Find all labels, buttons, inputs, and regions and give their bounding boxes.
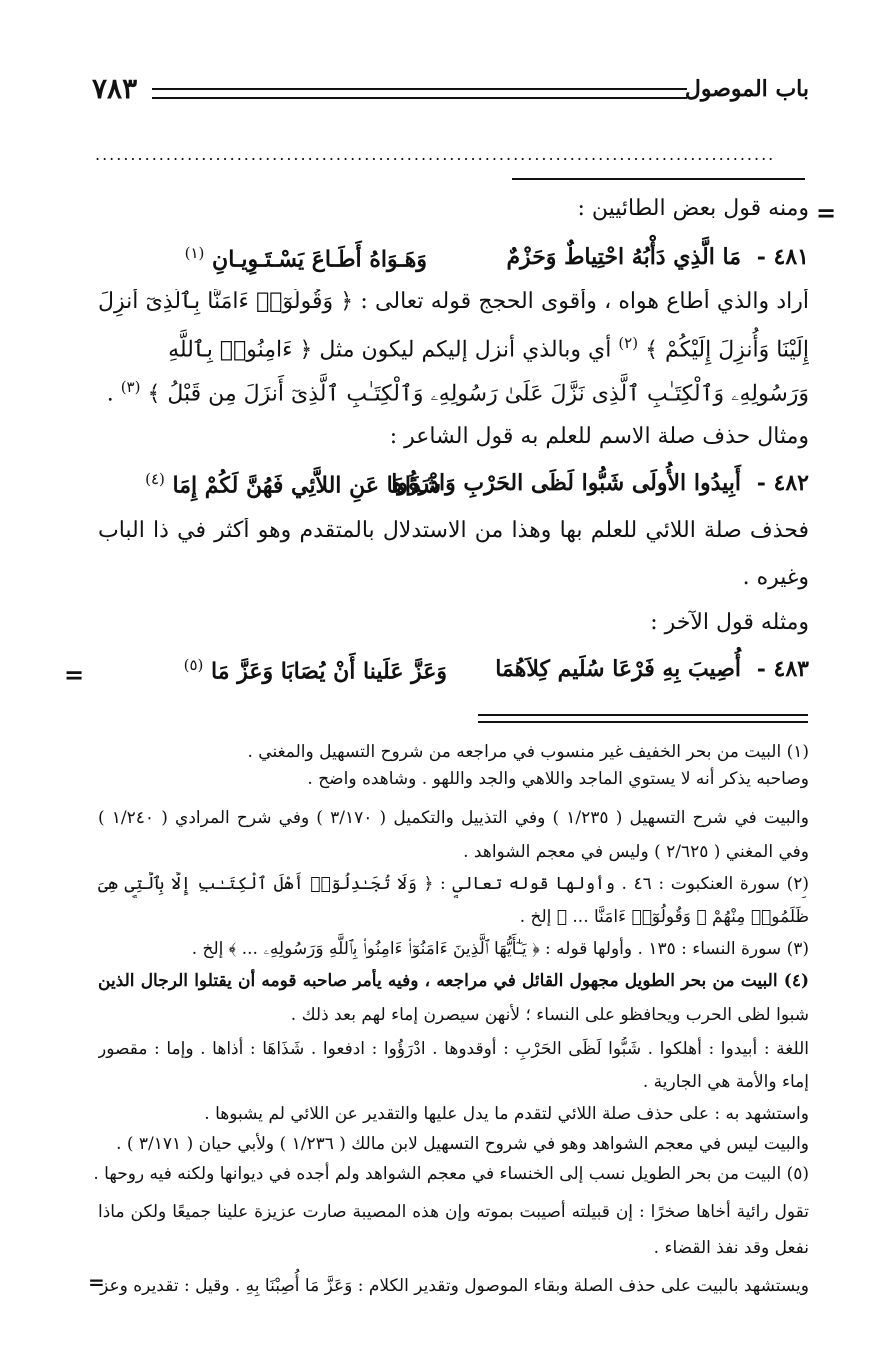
footnote-4-line-1: (٤) البيت من بحر الطويل مجهول القائل في مراجعه ، وفيه يأمر صاحبه قومه أن يقتلوا الرجال الذين: [98, 971, 809, 991]
footnote-4-lexicon-line-1: اللغة : أبيدوا : أهلكوا . شَبُّوا لَظَى الحَرْبِ : أوقدوها . ادْرَؤُوا : ادفعوا . شَذَاهَا : أذاها . وإما : مقصور: [98, 1039, 809, 1059]
verse-483-second-hemistich: وَعَزَّ عَلَينا أَنْ يُصَابَا وَعَزَّ مَا $^{(٥)}$: [183, 656, 447, 685]
footnote-separator: [478, 714, 808, 723]
footnote-5-line-3: نفعل وقد نفذ القضاء .: [653, 1238, 809, 1258]
verse-481-footnote-ref: (١): [184, 244, 205, 262]
paragraph-line-3: إِلَيْنَا وَأُنزِلَ إِلَيْكُمْ ﴾ $^{(٢)}$ أي وبالذي أنزل إليكم ليكون مثل ﴿ ءَامِنُوا۟ بِٱللَّهِ: [168, 334, 809, 363]
footnote-5-line-2: تقول رائية أخاها صخرًا : إن قبيلته أصيبت بموته وإن هذه المصيبة صارت عزيزة علينا جميعًا ولكن ماذا: [98, 1202, 809, 1222]
continuation-mark-footnote: =: [88, 1270, 105, 1294]
footnote-ref-2: (٢): [618, 334, 639, 352]
footnote-1-line-2: وصاحبه يذكر أنه لا يستوي الماجد واللاهي والجد واللهو . وشاهده واضح .: [307, 769, 809, 789]
page-number: ٧٨٣: [92, 72, 138, 105]
paragraph-line-6: فحذف صلة اللائي للعلم بها وهذا من الاستدلال بالمتقدم وهو أكثر في ذا الباب: [98, 518, 809, 543]
verse-483-footnote-ref: (٥): [183, 656, 204, 674]
verse-482-second-hemistich: شَذَاهَا عَنِ اللاَّئِي فَهُنَّ لَكُمْ إِمَا $^{(٤)}$: [145, 470, 441, 499]
verse-482-first-hemistich: أَبِيدُوا الأُولَى شَبُّوا لَظَى الحَرْبِ وَادْرَؤُوا: [391, 470, 741, 496]
short-rule: [512, 178, 805, 180]
footnote-4-sources: والبيت ليس في معجم الشواهد وهو في شروح التسهيل لابن مالك ( ١/٢٣٦ ) ولأبي حيان ( ٣/١٧١ ) .: [116, 1134, 809, 1154]
verse-482-footnote-ref: (٤): [145, 470, 165, 488]
paragraph-line-4: وَرَسُولِهِۦ وَٱلْكِتَـٰبِ ٱلَّذِى نَزَّلَ عَلَىٰ رَسُولِهِۦ وَٱلْكِتَـٰبِ ٱلَّذِىٓ أَنزَلَ مِن قَبْلُ ﴾ $^{(٣)}$ .: [106, 378, 809, 407]
footnote-3: (٣) سورة النساء : ١٣٥ . وأولها قوله : ﴿ يَـٰٓأَيُّهَا ٱلَّذِينَ ءَامَنُوٓا۟ ءَامِنُوا۟ بِٱللَّهِ وَرَسُولِهِۦ ... ﴾ إلخ .: [191, 939, 809, 959]
chapter-title: باب الموصول: [684, 76, 809, 102]
verse-481-second-hemistich: وَهَـوَاهُ أَطَـاعَ يَسْـتَـوِيـانِ $^{(١)}$: [184, 244, 427, 273]
continuation-mark-verse: =: [64, 660, 85, 689]
verse-481-number: ٤٨١ -: [756, 244, 809, 270]
footnote-4-lexicon-line-2: إماء والأمة هي الجارية .: [642, 1072, 809, 1092]
verse-482-number: ٤٨٢ -: [756, 470, 809, 496]
dotted-separator: ................................................................................................: [95, 148, 776, 162]
verse-481-first-hemistich: مَا الَّذِي دَأْبُهُ احْتِياطٌ وَحَزْمٌ: [506, 244, 741, 270]
footnote-4-evidence: واستشهد به : على حذف صلة اللائي لتقدم ما يدل عليها والتقدير عن اللائي لم يشبوها .: [204, 1104, 809, 1124]
paragraph-line-8: ومثله قول الآخر :: [650, 610, 809, 635]
verse-483-number: ٤٨٣ -: [756, 656, 809, 682]
footnote-5-line-4: ويستشهد بالبيت على حذف الصلة وبقاء الموصول وتقدير الكلام : وَعَزَّ مَا أُصِبْنَا بِهِ . وقيل : تقديره وعز: [100, 1276, 809, 1296]
footnote-1-line-4: وفي المغني ( ٢/٦٢٥ ) وليس في معجم الشواهد .: [463, 842, 809, 862]
verse-483-first-hemistich: أُصِيبَ بِهِ فَرْعَا سُلَيم كِلاَهُمَا: [495, 656, 741, 682]
footnote-1-line-3: والبيت في شرح التسهيل ( ١/٢٣٥ ) وفي التذييل والتكميل ( ٣/١٧٠ ) وفي شرح المرادي ( ١/٢٤٠ ): [98, 808, 809, 828]
paragraph-line-5: ومثال حذف صلة الاسم للعلم به قول الشاعر :: [389, 424, 809, 449]
intro-line-1: ومنه قول بعض الطائيين :: [577, 196, 809, 221]
footnote-2-line-1: (٢) سورة العنكبوت : ٤٦ . وأولها قوله تعالى : ﴿ وَلَا تُجَـٰدِلُوٓا۟ أَهْلَ ٱلْكِتَـٰبِ إِلَّا بِٱلَّتِى هِىَ: [98, 874, 809, 894]
footnote-1-line-1: (١) البيت من بحر الخفيف غير منسوب في مراجعه من شروح التسهيل والمغني .: [247, 742, 809, 762]
paragraph-line-7: وغيره .: [742, 565, 809, 590]
paragraph-line-2: أراد والذي أطاع هواه ، وأقوى الحجج قوله تعالى : ﴿ وَقُولُوٓا۟ ءَامَنَّا بِٱلَّذِىٓ أُنزِلَ: [98, 289, 809, 314]
footnote-ref-3: (٣): [120, 378, 141, 396]
footnote-2-line-2: ظَلَمُوا۟ مِنْهُمْ ۖ وَقُولُوٓا۟ ءَامَنَّا ... ﴾ إلخ .: [519, 907, 809, 927]
footnote-4-line-2: شبوا لظى الحرب ويحافظو على النساء ؛ لأنهن سيصرن إماء لهم بعد ذلك .: [290, 1005, 809, 1025]
header-double-rule: [152, 88, 687, 99]
footnote-5-line-1: (٥) البيت من بحر الطويل نسب إلى الخنساء في معجم الشواهد ولم أجده في ديوانها ولكنه فيه روحها .: [93, 1164, 809, 1184]
continuation-mark-top: =: [816, 198, 837, 227]
